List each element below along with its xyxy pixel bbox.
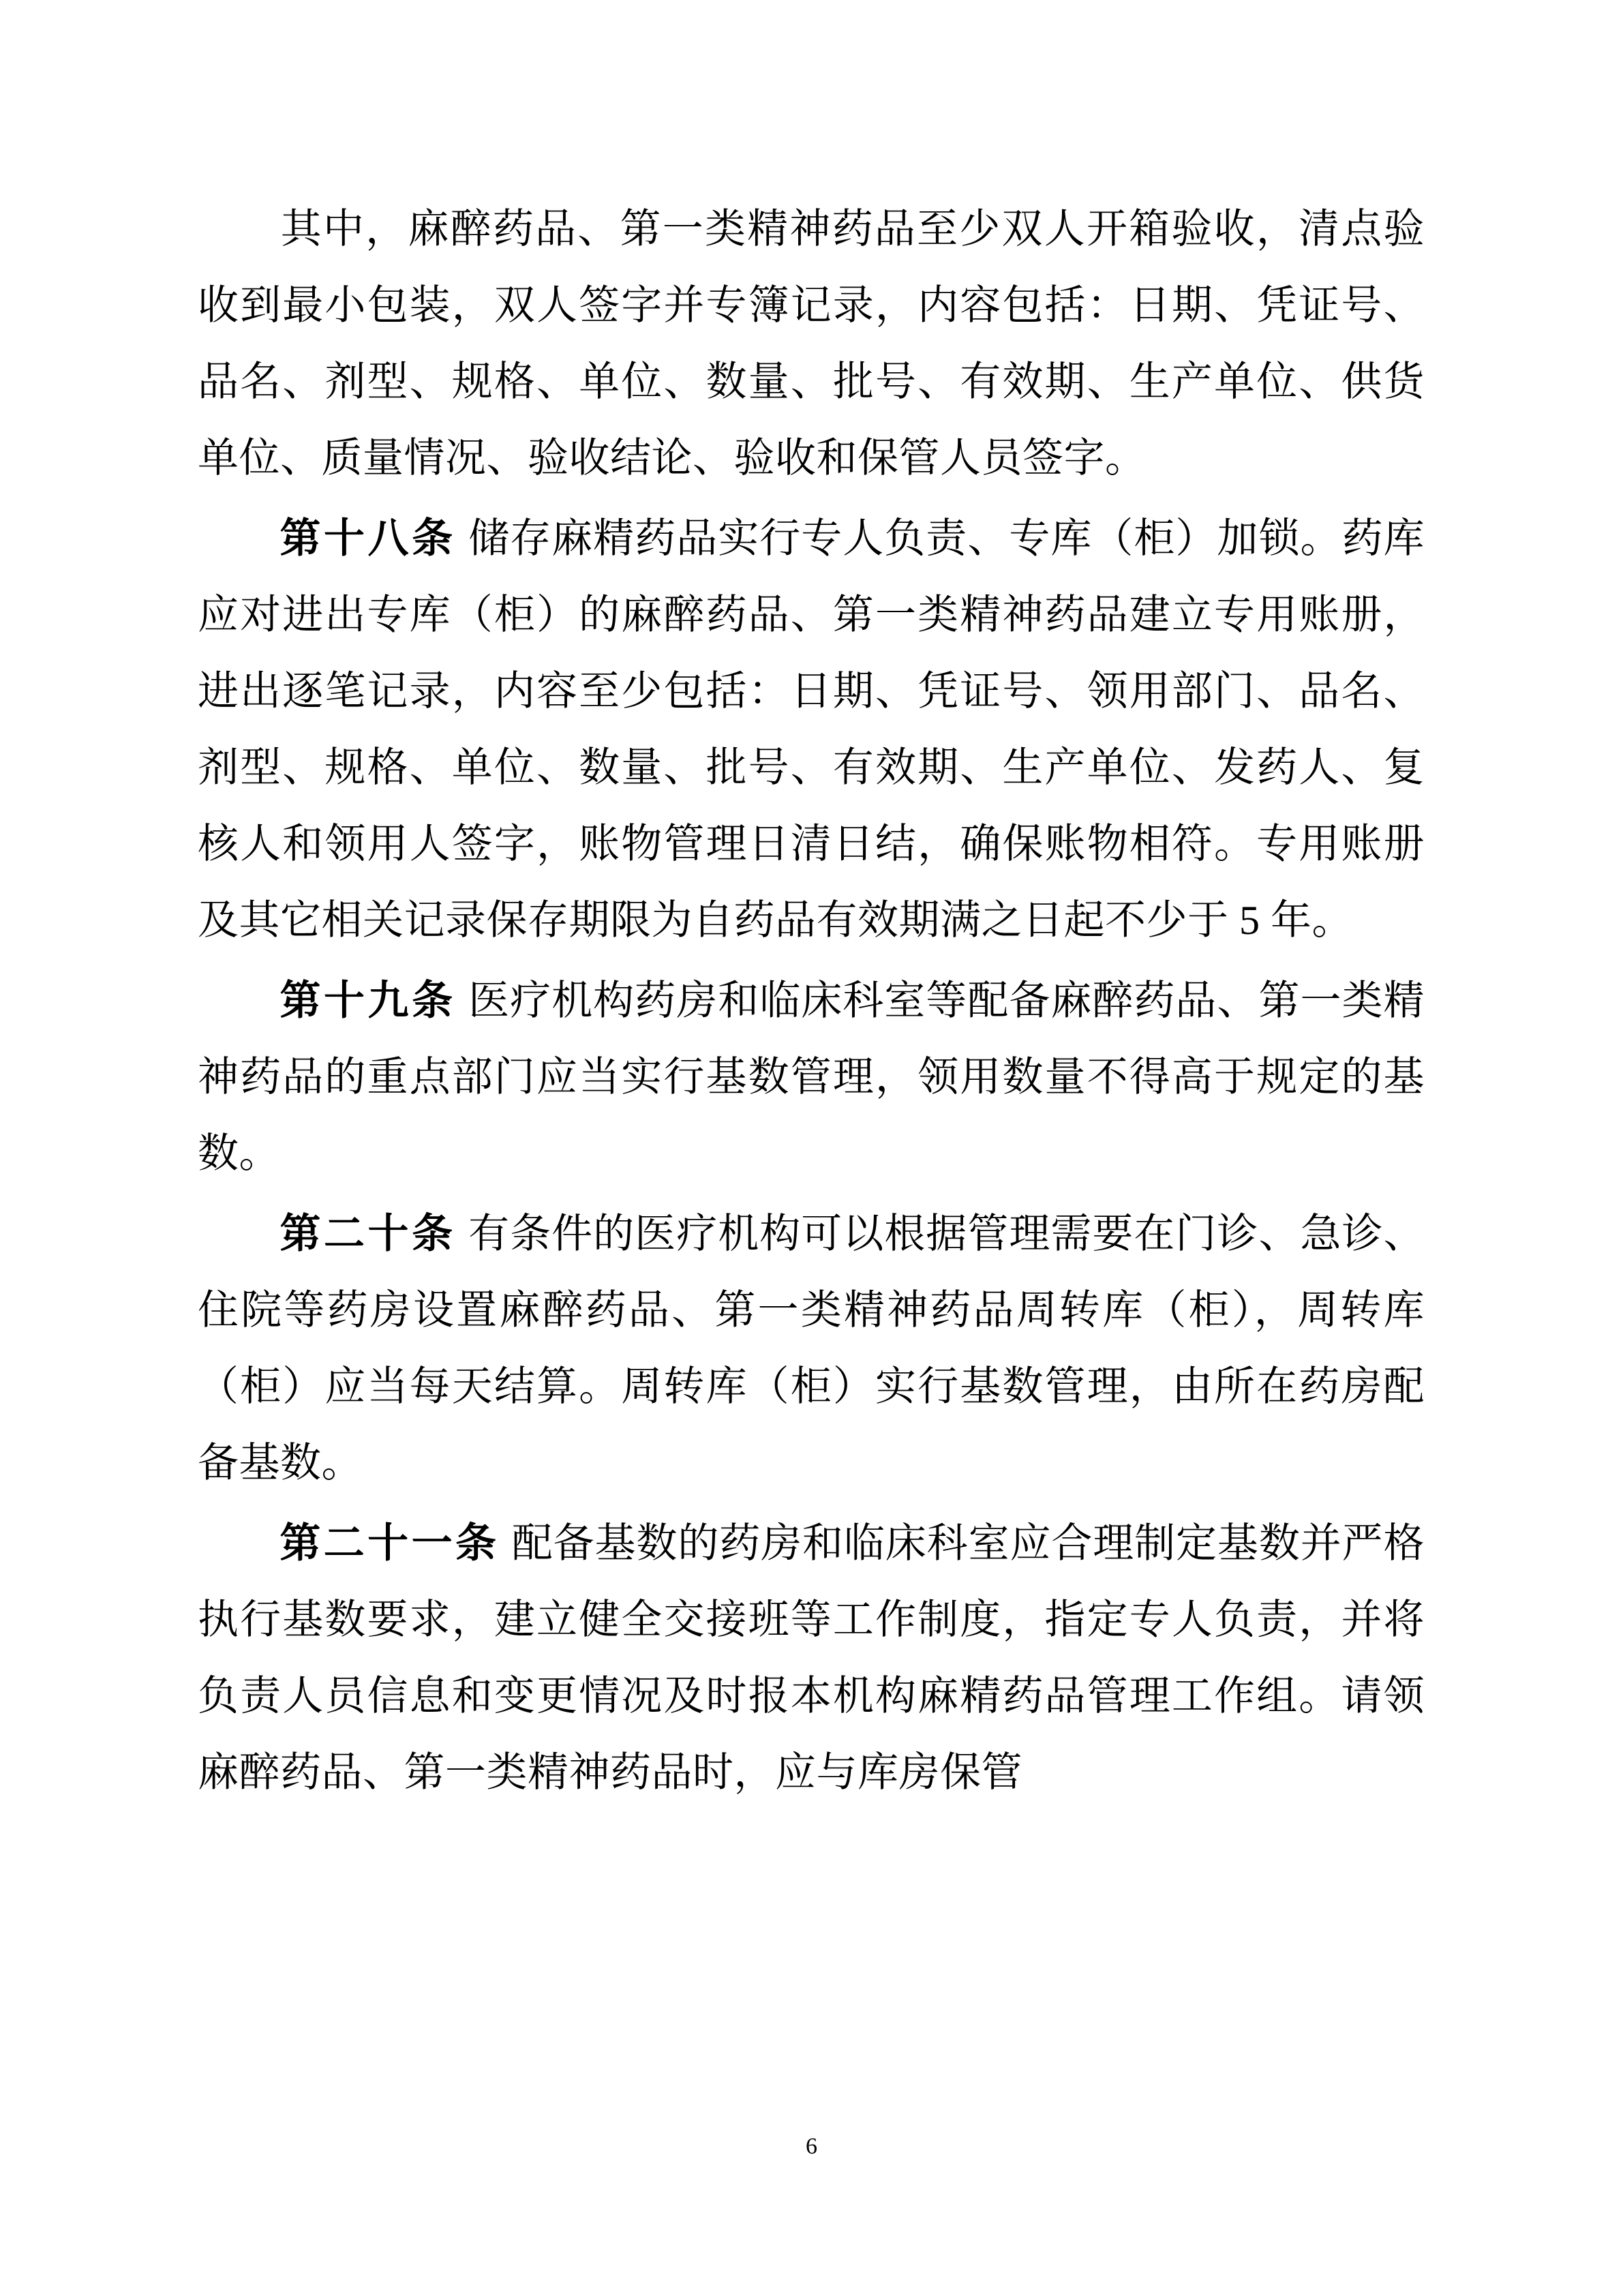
paragraph-text: 其中，麻醉药品、第一类精神药品至少双人开箱验收，清点验收到最小包装，双人签字并专簿记录，内容包括：日期、凭证号、品名、剂型、规格、单位、数量、批号、有效期、生产单位、供货单位、质量情况、验收结论、验收和保管人员签字。 — [198, 207, 1425, 481]
paragraph-3 — [198, 963, 1425, 1192]
paragraph-text: 有条件的医疗机构可以根据管理需要在门诊、急诊、住院等药房设置麻醉药品、第一类精神药品周转库（柜），周转库（柜）应当每天结算。周转库（柜）实行基数管理，由所在药房配备基数。 — [198, 1211, 1425, 1485]
clause-heading: 第二十条 — [279, 1211, 456, 1256]
clause-heading: 第十九条 — [279, 978, 456, 1023]
paragraph-1 — [198, 191, 1425, 496]
paragraph-4 — [198, 1196, 1425, 1501]
document-body — [198, 191, 1425, 1815]
paragraph-text: 配备基数的药房和临床科室应合理制定基数并严格执行基数要求，建立健全交接班等工作制度，指定专人负责，并将负责人员信息和变更情况及时报本机构麻精药品管理工作组。请领麻醉药品、第一类精神药品时，应与库房保管 — [198, 1521, 1425, 1795]
clause-heading: 第十八条 — [279, 516, 456, 561]
paragraph-text: 医疗机构药房和临床科室等配备麻醉药品、第一类精神药品的重点部门应当实行基数管理，领用数量不得高于规定的基数。 — [198, 978, 1425, 1176]
paragraph-text: 储存麻精药品实行专人负责、专库（柜）加锁。药库应对进出专库（柜）的麻醉药品、第一类精神药品建立专用账册，进出逐笔记录，内容至少包括：日期、凭证号、领用部门、品名、剂型、规格、单位、数量、批号、有效期、生产单位、发药人、复核人和领用人签字，账物管理日清日结，确保账物相符。专用账册及其它相关记录保存期限为自药品有效期满之日起不少于 5 年。 — [198, 516, 1425, 943]
paragraph-5 — [198, 1505, 1425, 1811]
clause-heading: 第二十一条 — [279, 1521, 500, 1566]
page-number: 6 — [806, 2134, 817, 2159]
paragraph-2 — [198, 500, 1425, 958]
